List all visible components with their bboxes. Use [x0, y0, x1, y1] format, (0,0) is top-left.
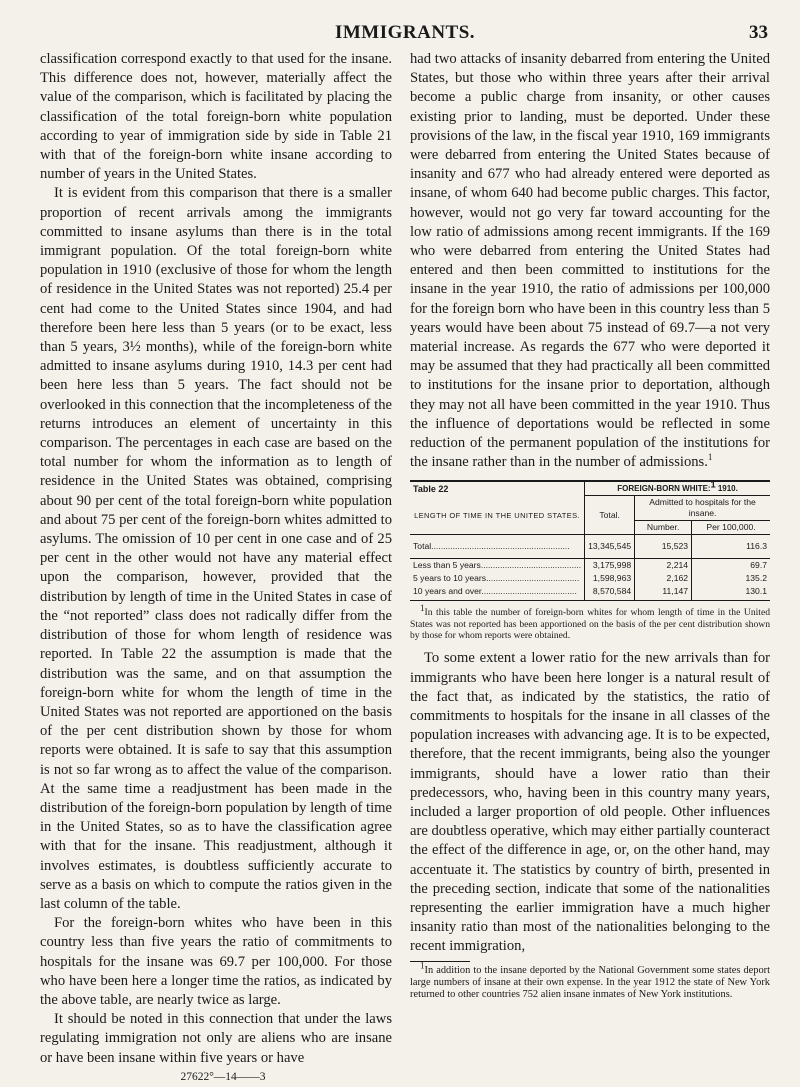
row-label: Total..........................................................: [410, 535, 585, 559]
data-table: [410, 480, 770, 601]
cell-total: 1,598,963: [585, 572, 635, 585]
paragraph: It is evident from this comparison that there is a smaller proportion of recent arrivals among the immigrants committed to insane asylums than there is in the total immigrant population. Of the total foreign-born white population in 1910 (exclusive of those for whom the length of residence in the United States was not reported) 25.4 per cent had come to the United States since 1904, and had therefore been here less than 5 years (or to be exact, less than 5 years, 3½ months), while of the foreign-born white admitted to insane asylums during 1910, 14.3 per cent had been here less than 5 years. The fact should not be overlooked in this connection that the incompleteness of the returns introduces an element of uncertainty in this comparison. The percentages in each case are based on the total number for whom the information as to length of residence in the United States was obtained, comprising about 90 per cent of the total foreign-born white population and about 75 per cent of the foreign-born whites admitted to asylums. The omission of 10 per cent in one case and of 25 per cent in the other would not have any material effect upon the comparison, however, provided that the distribution by length of time in the United States in case of the “not reported” class does not radically differ from the distribution of those for whom length of residence was reported. In Table 22 the assumption is made that the distribution was the same, and on that assumption the foreign-born white for whom the length of time in the United States was not reported are apportioned on the basis of the per cent distribution shown by those for whom reports were obtained. It is safe to say that this assumption is not so far wrong as to affect the value of the comparison. At the same time a readjustment has been made in the distribution of the foreign-born population by length of time in the United States, so as to have the classification agree with that for the insane. This readjustment, although it involves estimates, is doubtless sufficiently accurate to serve as a basis on which to compute the ratios given in the last column of the table.: [40, 185, 392, 912]
paragraph: It should be noted in this connection that under the laws regulating immigration not only are aliens who are insane or have been insane within five years or have: [40, 1011, 392, 1066]
left-column: [40, 50, 392, 1087]
page-header: [42, 22, 768, 46]
table-note-text: In this table the number of foreign-born whites for whom length of time in the United States was not reported has been apportioned on the basis of the per cent distribution shown by those for whom reports were obtained.: [410, 607, 770, 642]
cell-total: 3,175,998: [585, 559, 635, 573]
group-header-year: 1910.: [717, 484, 738, 494]
row-label: 5 years to 10 years.......................................: [413, 573, 580, 584]
footnote-marker: 1: [420, 960, 425, 971]
cell-per: 69.7: [692, 559, 770, 573]
paragraph: [410, 50, 770, 472]
group-header-text: FOREIGN-BORN WHITE:: [617, 484, 711, 494]
running-head: IMMIGRANTS.: [334, 22, 476, 43]
group-header-note: 1: [710, 479, 716, 490]
paragraph-text: had two attacks of insanity debarred from entering the United States, but those who within three years after their arrival become a public charge from insanity, or other causes existing prior to landing, must be deported. Under these provisions of the law, in the fiscal year 1910, 169 immigrants were debarred from entering the United States because of insanity and 677 who had already entered were deported as insane, of whom 640 had become public charges. This factor, however, would not go very far toward accounting for the low ratio of admissions among recent immigrants. If the 169 who were debarred from entering the United States had entered and then been committed to institutions for the insane in the year 1910, the ratio of admissions per 100,000 for the foreign born who have been in this country less than 5 years would have been about 75 instead of 69.7—a not very material increase. As regards the 677 who were deported it may be assumed that they had practically all been committed to institutions for the insane prior to deportation, although they may not all have been committed in the year 1910. Thus the influence of deportations would be reflected in some reduction of the permanent population of the institutions for the insane rather than in the number of admissions.: [410, 51, 770, 471]
cell-number: 2,162: [635, 572, 692, 585]
table-note-marker: 1: [420, 603, 425, 614]
footnote-ref: 1: [707, 452, 713, 463]
column-header-number: Number.: [635, 521, 692, 535]
stub-header: LENGTH OF TIME IN THE UNITED STATES.: [414, 510, 581, 520]
cell-total: 8,570,584: [585, 585, 635, 601]
footnote: [410, 960, 770, 1001]
cell-per: 130.1: [692, 585, 770, 601]
printer-code: 27622°—14——3: [180, 1070, 266, 1083]
table-22: [410, 480, 770, 601]
right-column: [410, 50, 770, 1001]
table-label: Table 22: [410, 481, 585, 496]
paragraph: To some extent a lower ratio for the new arrivals than for immigrants who have been here longer is a natural result of the fact that, as indicated by the statistics, the ratio of commitments to hospitals for the insane in all classes of the population increases with advancing age. It is to be expected, therefore, that the recent immigrants, being also the younger immigrants, should have a lower ratio than their predecessors, who, having been in this country many years, included a larger proportion of old people. Other influences are doubtless operative, which may either partially counteract the effect of the difference in age, or, on the other hand, may accentuate it. The statistics by country of birth, presented in the preceding section, indicate that some of the nationalities representing the earlier immigration have a much higher insanity ratio than most of the nationalities belonging to the recent immigration,: [410, 650, 770, 955]
column-header-per: Per 100,000.: [692, 521, 770, 535]
column-header-total: Total.: [585, 496, 635, 535]
table-row: [410, 572, 770, 585]
cell-per: 116.3: [692, 535, 770, 559]
table-row: [410, 585, 770, 601]
row-label: Less than 5 years..........................................: [413, 560, 582, 571]
column-header-admitted: Admitted to hospitals for the insane.: [635, 496, 770, 521]
cell-number: 11,147: [635, 585, 692, 601]
footnote-text: In addition to the insane deported by the National Government some states deport large numbers of insane at their own expense. In the year 1912 the state of New York returned to other countries 752 alien insane inmates of New York institutions.: [410, 964, 770, 1000]
paragraph: classification correspond exactly to that used for the insane. This difference does not, however, materially affect the value of the comparison, which is facilitated by placing the classification of the total foreign-born white population according to year of immigration side by side in Table 21 with that of the foreign-born white insane according to number of years in the United States.: [40, 51, 392, 183]
table-row: [410, 535, 770, 559]
cell-per: 135.2: [692, 572, 770, 585]
table-group-header: [585, 481, 770, 496]
cell-total: 13,345,545: [585, 535, 635, 559]
footnote-rule: [410, 961, 470, 962]
table-note: [410, 603, 770, 642]
paragraph: For the foreign-born whites who have been in this country less than five years the ratio of commitments to hospitals for the insane was 69.7 per 100,000. For those who have been here a longer time the ratios, as indicated by the above table, are nearly twice as large.: [40, 915, 392, 1008]
cell-number: 15,523: [635, 535, 692, 559]
page-number: 33: [749, 22, 768, 43]
table-row: [410, 559, 770, 573]
cell-number: 2,214: [635, 559, 692, 573]
row-label: 10 years and over........................................: [410, 585, 585, 601]
